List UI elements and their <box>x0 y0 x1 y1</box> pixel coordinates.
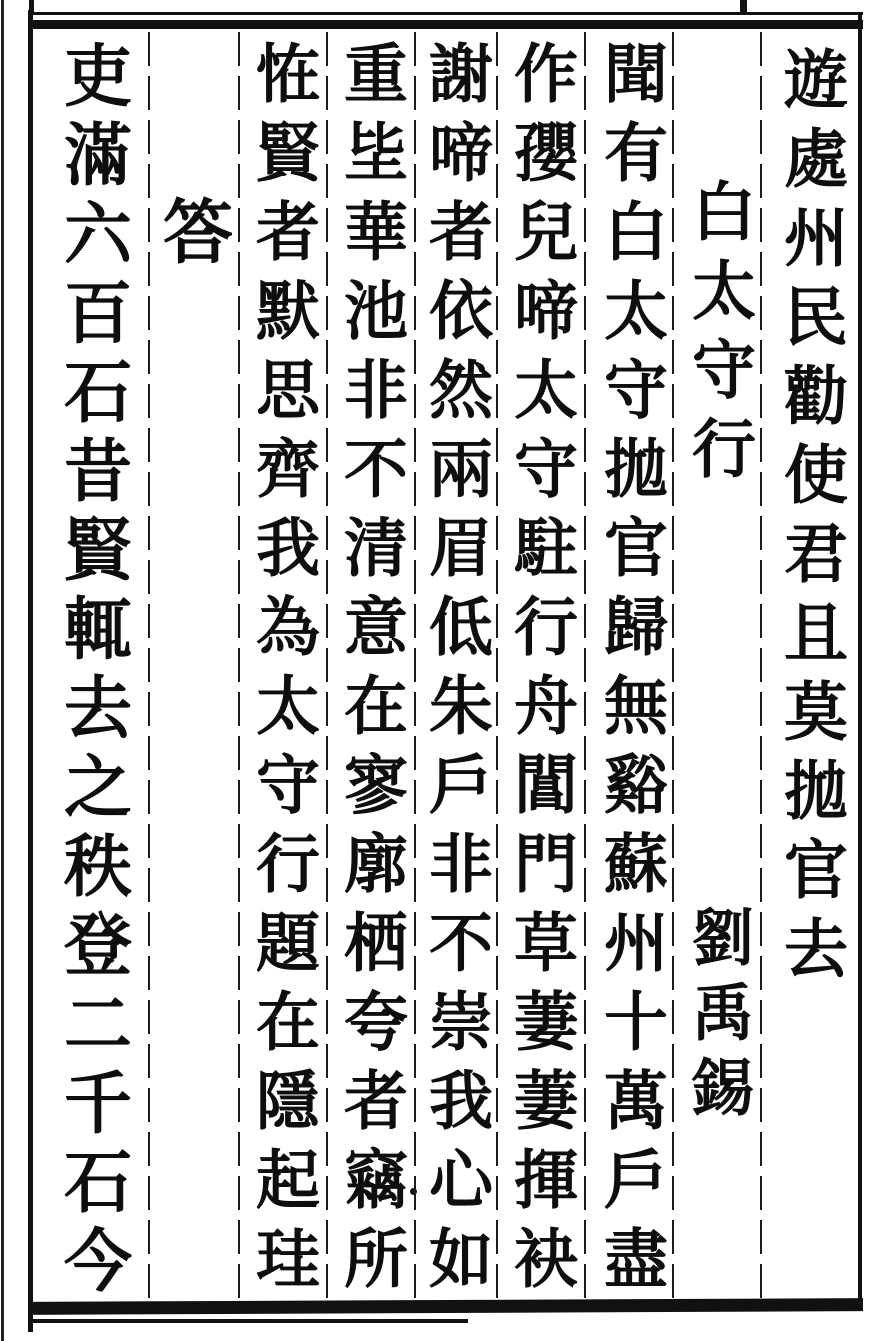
column-verse-5 <box>238 0 326 1341</box>
column-verse-1 <box>584 0 676 1341</box>
verse-text: 吏滿六百石昔賢輒去之秩登二千石今 <box>52 40 133 1304</box>
frame-border-left <box>28 10 33 1332</box>
verse-text: 作孾兒啼太守駐行舟閶門草萋萋揮袂 <box>503 40 578 1304</box>
verse-text: 恠賢者默思齊我為太守行題在隱起珪 <box>245 40 320 1304</box>
column-verse-4 <box>326 0 414 1341</box>
verse-text: 重坒華池非不清意在寥廓栖夸者竊所 <box>333 40 408 1304</box>
column-verse-3 <box>414 0 496 1341</box>
poem-subtitle-text: 白太守行 <box>681 178 756 494</box>
column-poem-title <box>760 0 860 1341</box>
column-verse-2 <box>496 0 584 1341</box>
verse-text: 聞有白太守拋官歸無谿蘇州十萬戶盡 <box>593 40 668 1304</box>
verse-text: 謝啼者依然兩眉低朱戶非不崇我心如 <box>418 40 493 1304</box>
column-reply-title <box>148 0 238 1341</box>
reply-title-text: 答 <box>151 195 235 280</box>
column-verse-6 <box>36 0 150 1341</box>
scan-edge-line <box>1 0 4 1341</box>
column-poem-subtitle <box>672 0 764 1341</box>
ink-tick-artifact <box>29 0 34 13</box>
author-name: 劉禹錫 <box>681 905 755 1130</box>
poem-title-text: 遊處州民勸使君且莫拋官去 <box>773 46 848 994</box>
